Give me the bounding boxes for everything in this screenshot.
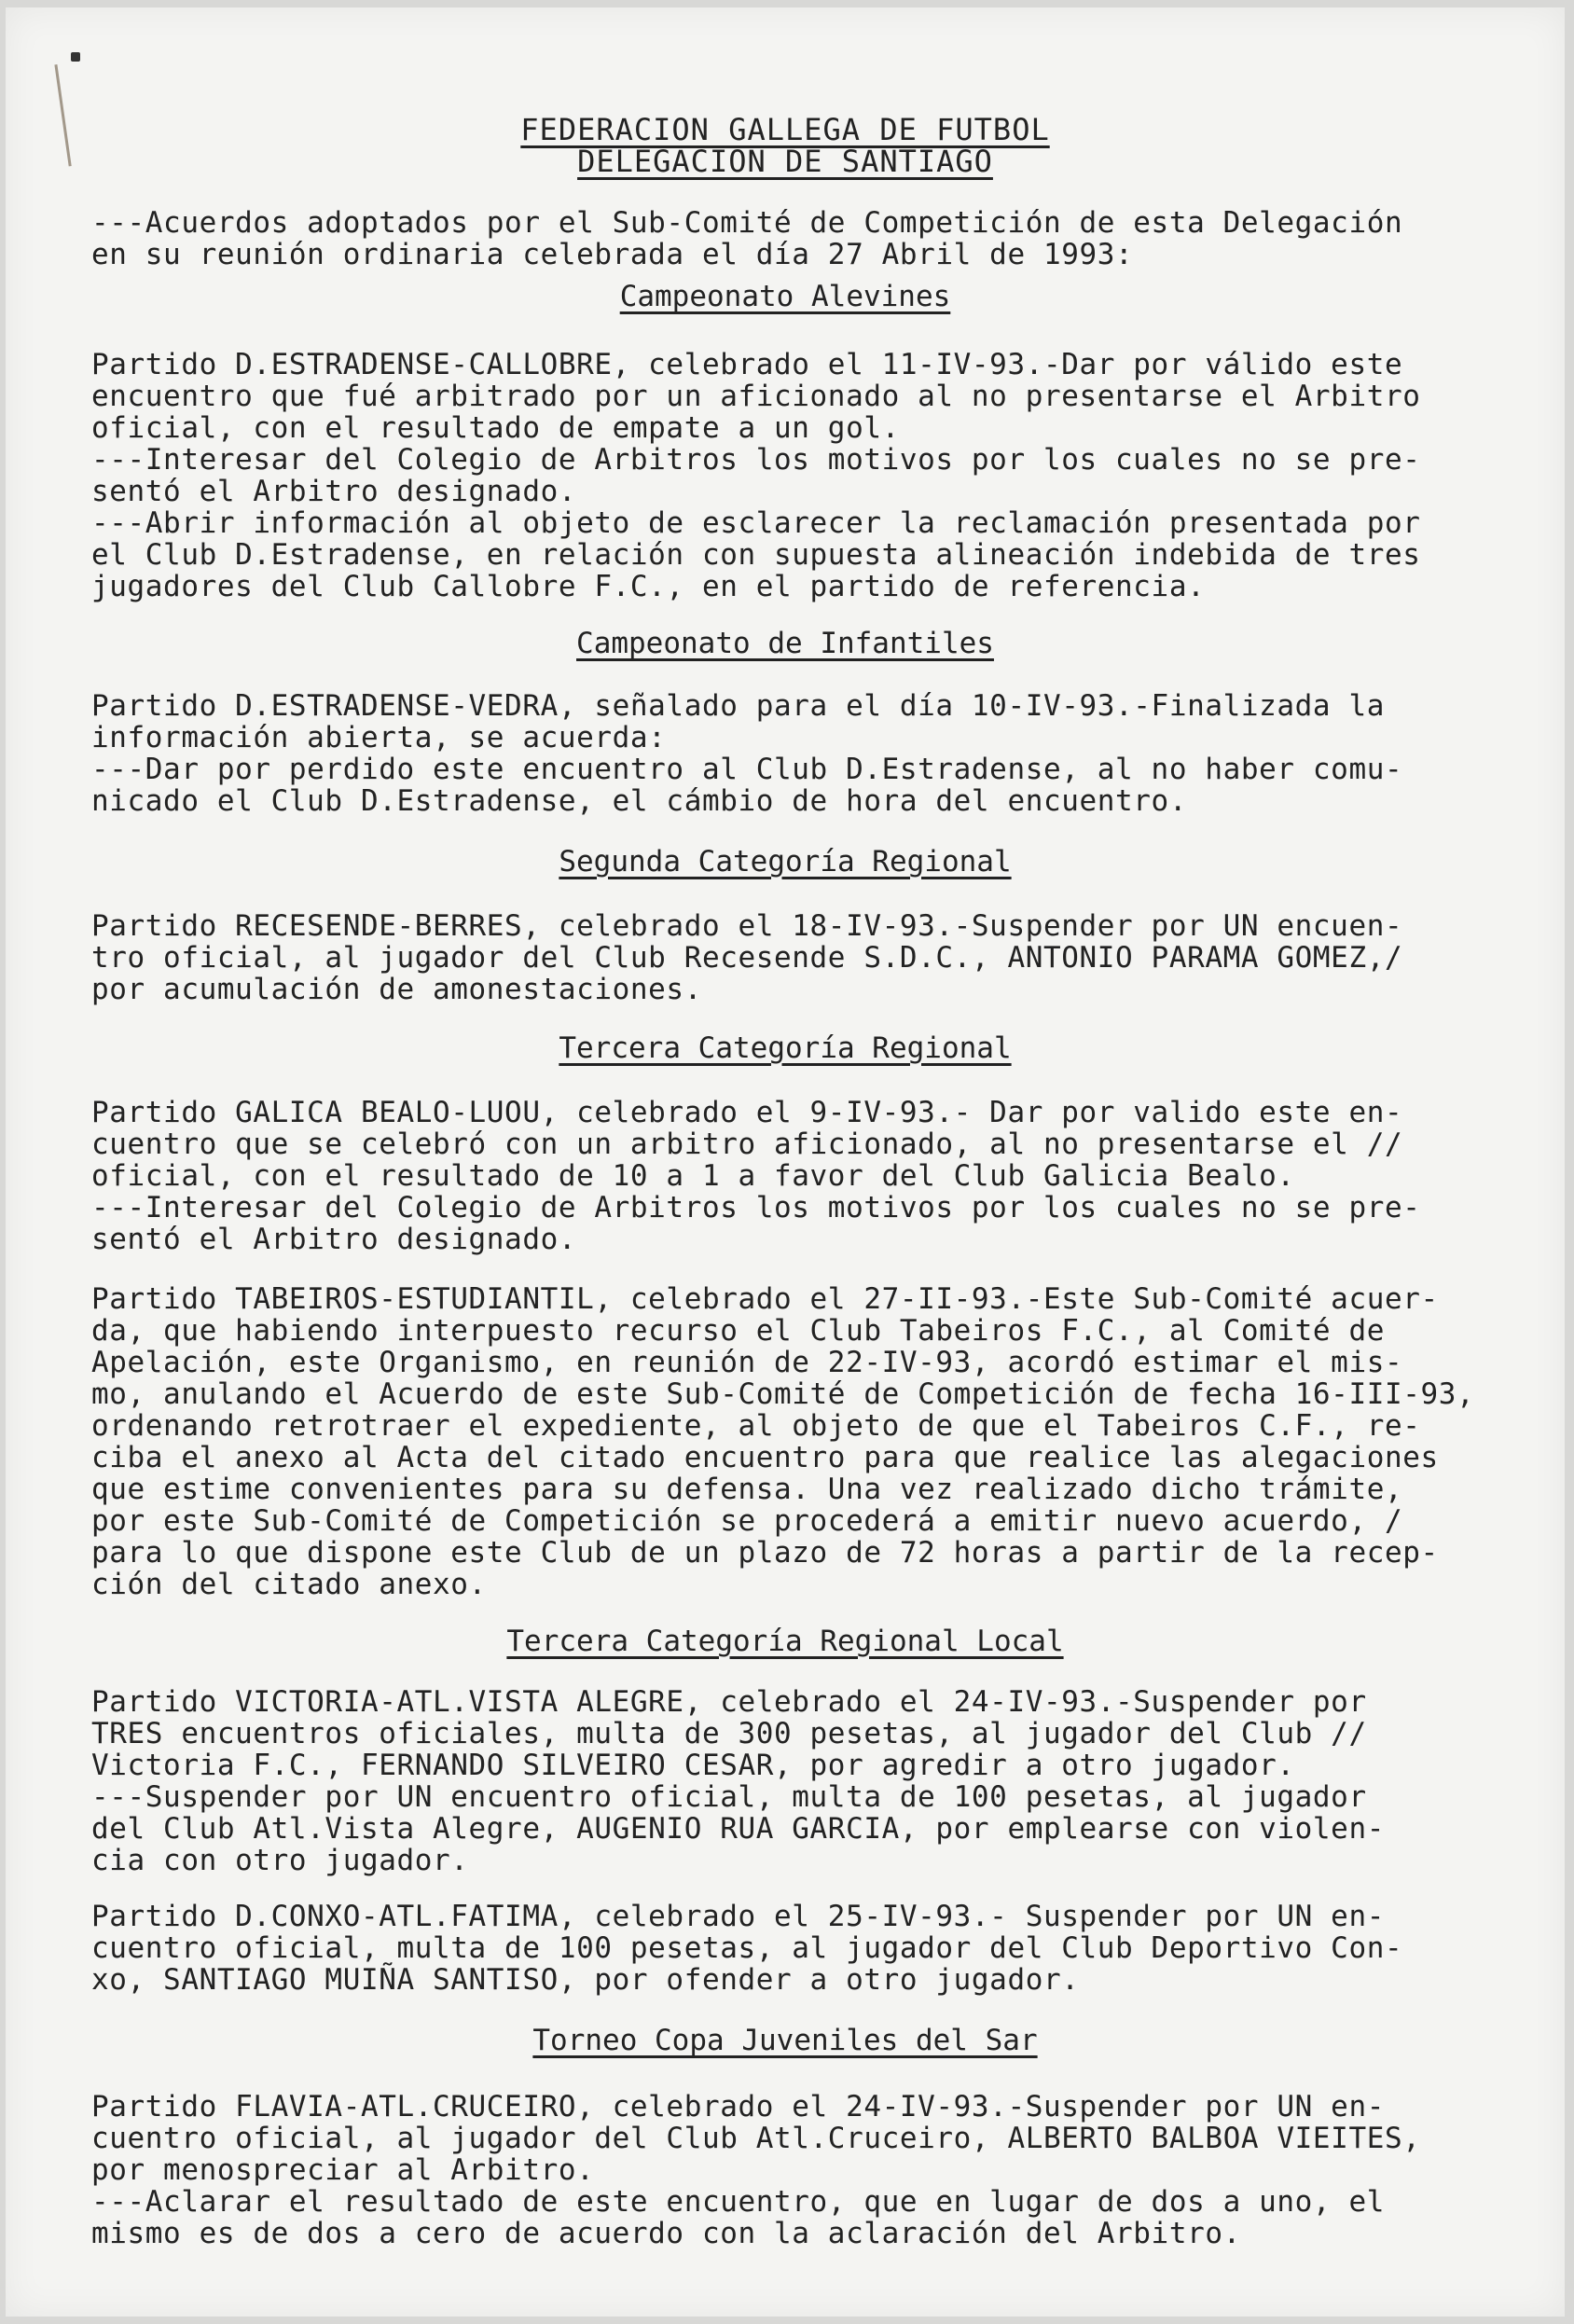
paragraph-line: información abierta, se acuerda: [91, 721, 667, 754]
staple-hole [71, 52, 80, 62]
paragraph-line: Apelación, este Organismo, en reunión de 22-IV-93, acordó estimar el mis- [91, 1346, 1403, 1379]
paragraph-line: Partido D.ESTRADENSE-VEDRA, señalado para el día 10-IV-93.-Finalizada la [91, 689, 1385, 723]
paragraph-line: ---Dar por perdido este encuentro al Club D.Estradense, al no haber comu- [91, 753, 1403, 786]
section-title-juveniles: Torneo Copa Juveniles del Sar [532, 2024, 1038, 2057]
paragraph-line: por este Sub-Comité de Competición se procederá a emitir nuevo acuerdo, / [91, 1504, 1403, 1538]
paragraph-line: Partido FLAVIA-ATL.CRUCEIRO, celebrado el 24-IV-93.-Suspender por UN en- [91, 2090, 1385, 2123]
paragraph-line: ción del citado anexo. [91, 1568, 487, 1601]
paragraph-line: ---Aclarar el resultado de este encuentro, que en lugar de dos a uno, el [91, 2185, 1385, 2219]
paragraph-line: TRES encuentros oficiales, multa de 300 pesetas, al jugador del Club // [91, 1717, 1367, 1750]
section-title-infantiles: Campeonato de Infantiles [576, 627, 994, 660]
paragraph-line: cia con otro jugador. [91, 1844, 469, 1877]
paragraph-line: ordenando retrotraer el expediente, al objeto de que el Tabeiros C.F., re- [91, 1409, 1421, 1443]
paragraph-line: cuentro oficial, al jugador del Club Atl.Cruceiro, ALBERTO BALBOA VIEITES, [91, 2122, 1421, 2155]
paragraph-line: sentó el Arbitro designado. [91, 1223, 577, 1256]
document-title: FEDERACION GALLEGA DE FUTBOL [520, 112, 1050, 147]
paragraph-line: cuentro que se celebró con un arbitro aficionado, al no presentarse el // [91, 1127, 1403, 1161]
paragraph-line: Partido D.ESTRADENSE-CALLOBRE, celebrado el 11-IV-93.-Dar por válido este [91, 348, 1403, 381]
paragraph-line: cuentro oficial, multa de 100 pesetas, al jugador del Club Deportivo Con- [91, 1931, 1403, 1965]
paragraph-line: ---Suspender por UN encuentro oficial, multa de 100 pesetas, al jugador [91, 1780, 1367, 1814]
paragraph-line: xo, SANTIAGO MUIÑA SANTISO, por ofender a otro jugador. [91, 1963, 1080, 1997]
paragraph-line: Partido TABEIROS-ESTUDIANTIL, celebrado el 27-II-93.-Este Sub-Comité acuer- [91, 1282, 1439, 1316]
paragraph-line: encuentro que fué arbitrado por un aficionado al no presentarse el Arbitro [91, 380, 1421, 413]
paragraph-line: ---Interesar del Colegio de Arbitros los motivos por los cuales no se pre- [91, 1191, 1421, 1224]
paragraph-line: del Club Atl.Vista Alegre, AUGENIO RUA GARCIA, por emplearse con violen- [91, 1812, 1385, 1846]
paragraph-line: oficial, con el resultado de empate a un gol. [91, 411, 900, 445]
paragraph-line: ciba el anexo al Acta del citado encuentro para que realice las alegaciones [91, 1441, 1439, 1474]
document-page [6, 7, 1565, 2317]
paragraph-line: por menospreciar al Arbitro. [91, 2153, 595, 2187]
paragraph-line: nicado el Club D.Estradense, el cámbio de hora del encuentro. [91, 784, 1188, 818]
paragraph-line: el Club D.Estradense, en relación con supuesta alineación indebida de tres [91, 538, 1421, 572]
paragraph-line: para lo que dispone este Club de un plazo de 72 horas a partir de la recep- [91, 1536, 1439, 1570]
section-title-segunda: Segunda Categoría Regional [559, 845, 1012, 878]
paragraph-line: jugadores del Club Callobre F.C., en el partido de referencia. [91, 570, 1206, 603]
paragraph-line: tro oficial, al jugador del Club Recesende S.D.C., ANTONIO PARAMA GOMEZ,/ [91, 941, 1403, 975]
paragraph-line: Partido VICTORIA-ATL.VISTA ALEGRE, celebrado el 24-IV-93.-Suspender por [91, 1685, 1367, 1719]
paragraph-line: da, que habiendo interpuesto recurso el Club Tabeiros F.C., al Comité de [91, 1314, 1385, 1348]
document-subtitle: DELEGACION DE SANTIAGO [577, 144, 993, 179]
intro-line: ---Acuerdos adoptados por el Sub-Comité de Competición de esta Delegación [91, 206, 1403, 240]
paragraph-line: Partido RECESENDE-BERRES, celebrado el 18-IV-93.-Suspender por UN encuen- [91, 909, 1403, 943]
paragraph-line: ---Abrir información al objeto de esclarecer la reclamación presentada por [91, 506, 1421, 540]
paragraph-line: mismo es de dos a cero de acuerdo con la aclaración del Arbitro. [91, 2217, 1241, 2250]
paragraph-line: que estime convenientes para su defensa. Una vez realizado dicho trámite, [91, 1473, 1403, 1506]
paragraph-line: Partido GALICA BEALO-LUOU, celebrado el 9-IV-93.- Dar por valido este en- [91, 1096, 1403, 1129]
section-title-tercera: Tercera Categoría Regional [559, 1031, 1012, 1065]
paragraph-line: por acumulación de amonestaciones. [91, 973, 702, 1006]
intro-line: en su reunión ordinaria celebrada el día 27 Abril de 1993: [91, 238, 1134, 271]
paragraph-line: ---Interesar del Colegio de Arbitros los motivos por los cuales no se pre- [91, 443, 1421, 477]
paragraph-line: sentó el Arbitro designado. [91, 475, 577, 508]
paragraph-line: oficial, con el resultado de 10 a 1 a favor del Club Galicia Bealo. [91, 1159, 1295, 1193]
paragraph-line: Victoria F.C., FERNANDO SILVEIRO CESAR, por agredir a otro jugador. [91, 1749, 1295, 1782]
section-title-alevines: Campeonato Alevines [619, 280, 951, 313]
section-title-tercera-local: Tercera Categoría Regional Local [506, 1625, 1064, 1658]
paragraph-line: Partido D.CONXO-ATL.FATIMA, celebrado el 25-IV-93.- Suspender por UN en- [91, 1900, 1385, 1933]
paragraph-line: mo, anulando el Acuerdo de este Sub-Comité de Competición de fecha 16-III-93, [91, 1377, 1475, 1411]
